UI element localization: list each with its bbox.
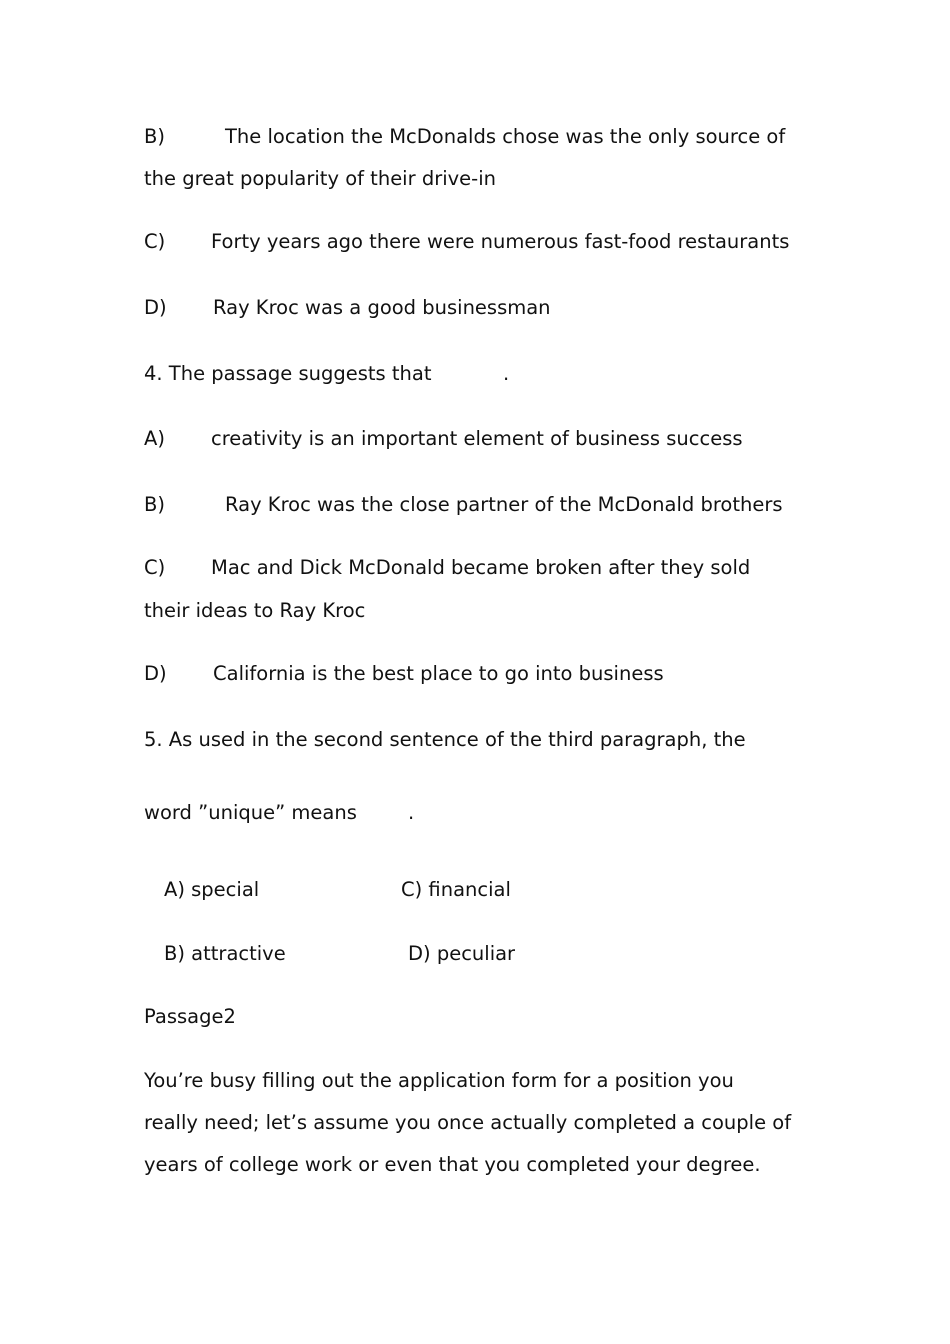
q3-option-b-label: B) [144, 125, 165, 148]
passage2-heading: Passage2 [144, 1005, 236, 1028]
q4-option-a-label: A) [144, 427, 165, 450]
passage2-paragraph-line: You’re busy filling out the application form for a position you [144, 1069, 734, 1092]
q4-option-c-label: C) [144, 556, 166, 579]
q5-stem-blank-end: . [408, 801, 415, 824]
q4-option-c-text-continued: their ideas to Ray Kroc [144, 599, 366, 622]
q3-option-c-text: Forty years ago there were numerous fast-food restaurants [211, 230, 790, 253]
q3-option-b-text-continued: the great popularity of their drive-in [144, 167, 496, 190]
q5-option-a: A) special [164, 878, 260, 901]
q5-option-c: C) financial [401, 878, 511, 901]
q4-option-c-text: Mac and Dick McDonald became broken after they sold [211, 556, 751, 579]
q5-stem-continued: word ”unique” means [144, 801, 357, 824]
q3-option-b-text: The location the McDonalds chose was the only source of [225, 125, 786, 148]
passage2-paragraph-line: really need; let’s assume you once actually completed a couple of [144, 1111, 792, 1134]
q4-option-b-text: Ray Kroc was the close partner of the McDonald brothers [225, 493, 783, 516]
q3-option-d-label: D) [144, 296, 167, 319]
q4-option-a-text: creativity is an important element of business success [211, 427, 743, 450]
q5-option-b: B) attractive [164, 942, 286, 965]
q4-stem-blank-end: . [503, 362, 510, 385]
q3-option-d-text: Ray Kroc was a good businessman [213, 296, 551, 319]
q5-option-d: D) peculiar [408, 942, 516, 965]
q4-stem: 4. The passage suggests that [144, 362, 432, 385]
q5-stem: 5. As used in the second sentence of the third paragraph, the [144, 728, 746, 751]
q4-option-b-label: B) [144, 493, 165, 516]
passage2-paragraph-line: years of college work or even that you completed your degree. [144, 1153, 761, 1176]
q3-option-c-label: C) [144, 230, 166, 253]
q4-option-d-text: California is the best place to go into business [213, 662, 664, 685]
q4-option-d-label: D) [144, 662, 167, 685]
